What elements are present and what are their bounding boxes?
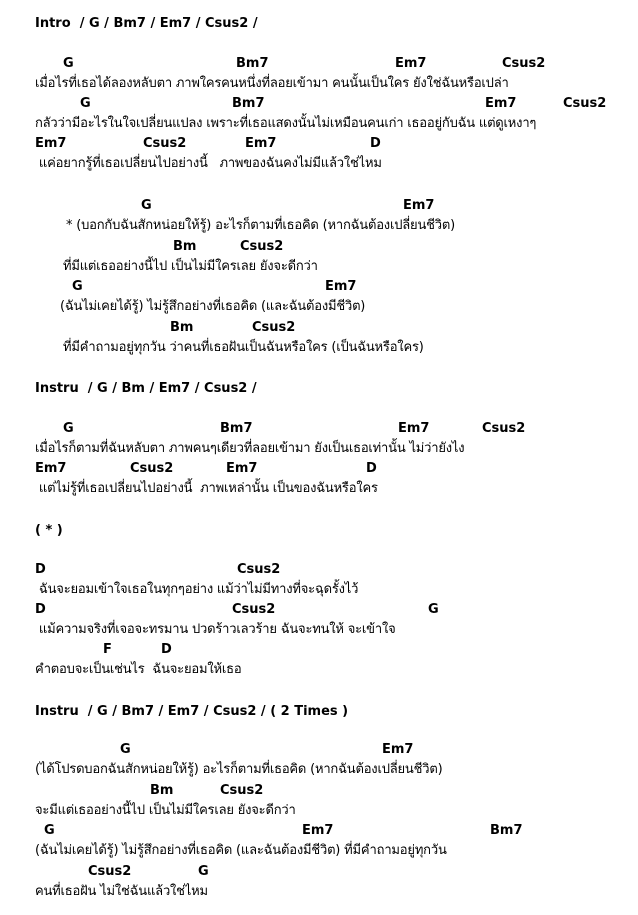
chord: Csus2 <box>143 136 187 151</box>
lyric: กลัวว่ามีอะไรในใจเปลี่ยนแปลง เพราะที่เธอแสดงนั้นไม่เหมือนคนเก่า เธออยู่กับฉัน แต่ดูเหงาๆ <box>35 116 537 131</box>
lyric: ฉันจะยอมเข้าใจเธอในทุกๆอย่าง แม้ว่าไม่มีทางที่จะฉุดรั้งไว้ <box>35 582 359 597</box>
verse1-lyric-line-3 <box>0 154 638 174</box>
chord: Em7 <box>35 136 67 151</box>
chord: Bm <box>173 239 197 254</box>
lyric: แม้ความจริงที่เจอจะทรมาน ปวดร้าวเลวร้าย ฉันจะทนให้ จะเข้าใจ <box>35 622 396 637</box>
instru2-line <box>0 702 638 722</box>
outro-chord-line-4 <box>0 862 638 882</box>
verse2-lyric-line-1 <box>0 439 638 459</box>
lyric: คำตอบจะเป็นเช่นไร ฉันจะยอมให้เธอ <box>35 662 242 677</box>
chord: Em7 <box>226 461 258 476</box>
lyric: (ได้โปรดบอกฉันสักหน่อยให้รู้) อะไรก็ตามที่เธอคิด (หากฉันต้องเปลี่ยนชีวิต) <box>35 762 443 777</box>
chord: D <box>35 602 46 617</box>
instru2-label: Instru / G / Bm7 / Em7 / Csus2 / ( 2 Times ) <box>35 704 349 719</box>
chorus-lyric-line-4 <box>0 338 638 358</box>
chord: G <box>428 602 439 617</box>
chord: Bm <box>170 320 194 335</box>
verse1-chord-line-1 <box>0 54 638 74</box>
chord: Em7 <box>395 56 427 71</box>
instru1-line <box>0 379 638 399</box>
chord: Bm <box>150 783 174 798</box>
bridge-chord-line-2 <box>0 600 638 620</box>
chord: Csus2 <box>88 864 132 879</box>
chord: G <box>120 742 131 757</box>
lyric: * (บอกกับฉันสักหน่อยให้รู้) อะไรก็ตามที่เธอคิด (หากฉันต้องเปลี่ยนชีวิต) <box>66 218 455 233</box>
chord: D <box>161 642 172 657</box>
lyric: (ฉันไม่เคยได้รู้) ไม่รู้สึกอย่างที่เธอคิด (และฉันต้องมีชีวิต) ที่มีคำถามอยู่ทุกวัน <box>35 843 447 858</box>
chorus-lyric-line-3 <box>0 297 638 317</box>
chorus-chord-line-3 <box>0 277 638 297</box>
chorus-chord-line-2 <box>0 237 638 257</box>
verse1-chord-line-3 <box>0 134 638 154</box>
chord: Bm7 <box>220 421 253 436</box>
bridge-lyric-line-1 <box>0 580 638 600</box>
chorus-chord-line-4 <box>0 318 638 338</box>
bridge-lyric-line-3 <box>0 660 638 680</box>
outro-chord-line-1 <box>0 740 638 760</box>
verse1-lyric-line-1 <box>0 74 638 94</box>
chorus-lyric-line-2 <box>0 257 638 277</box>
chord: Em7 <box>325 279 357 294</box>
intro-label: Intro / G / Bm7 / Em7 / Csus2 / <box>35 16 258 31</box>
repeat-mark: ( * ) <box>35 523 63 538</box>
chord: Csus2 <box>482 421 526 436</box>
instru1-label: Instru / G / Bm / Em7 / Csus2 / <box>35 381 257 396</box>
chord: G <box>198 864 209 879</box>
chord: G <box>72 279 83 294</box>
chorus-chord-line-1 <box>0 196 638 216</box>
chord: F <box>103 642 112 657</box>
verse2-lyric-line-2 <box>0 479 638 499</box>
chord: Csus2 <box>252 320 296 335</box>
chord: Bm7 <box>232 96 265 111</box>
lyric: แต่ไม่รู้ที่เธอเปลี่ยนไปอย่างนี้ ภาพเหล่านั้น เป็นของฉันหรือใคร <box>35 481 378 496</box>
lyric: แค่อยากรู้ที่เธอเปลี่ยนไปอย่างนี้ ภาพของฉันคงไม่มีแล้วใช่ไหม <box>35 156 382 171</box>
chord: Bm7 <box>490 823 523 838</box>
outro-chord-line-2 <box>0 781 638 801</box>
lyric: เมื่อไรก็ตามที่ฉันหลับตา ภาพคนๆเดียวที่ลอยเข้ามา ยังเป็นเธอเท่านั้น ไม่ว่ายังไง <box>35 441 465 456</box>
lyric: (ฉันไม่เคยได้รู้) ไม่รู้สึกอย่างที่เธอคิด (และฉันต้องมีชีวิต) <box>60 299 366 314</box>
outro-lyric-line-1 <box>0 760 638 780</box>
chord: Em7 <box>398 421 430 436</box>
lyric: ที่มีคำถามอยู่ทุกวัน ว่าคนที่เธอฝันเป็นฉันหรือใคร (เป็นฉันหรือใคร) <box>63 340 424 355</box>
chord: G <box>63 421 74 436</box>
chord: Em7 <box>382 742 414 757</box>
chord: Csus2 <box>237 562 281 577</box>
chord: Csus2 <box>130 461 174 476</box>
chord: Csus2 <box>220 783 264 798</box>
outro-lyric-line-4 <box>0 882 638 902</box>
verse1-chord-line-2 <box>0 94 638 114</box>
chord: G <box>63 56 74 71</box>
outro-chord-line-3 <box>0 821 638 841</box>
chord: D <box>366 461 377 476</box>
chord: Bm7 <box>236 56 269 71</box>
chorus-lyric-line-1 <box>0 216 638 236</box>
chord: Csus2 <box>240 239 284 254</box>
chord: G <box>141 198 152 213</box>
repeat-mark-line <box>0 521 638 541</box>
lyric: ที่มีแต่เธออย่างนี้ไป เป็นไม่มีใครเลย ยังจะดีกว่า <box>63 259 318 274</box>
bridge-chord-line-3 <box>0 640 638 660</box>
intro-line <box>0 14 638 34</box>
lyric: เมื่อไรที่เธอได้ลองหลับตา ภาพใครคนหนึ่งที่ลอยเข้ามา คนนั้นเป็นใคร ยังใช่ฉันหรือเปล่า <box>35 76 509 91</box>
outro-lyric-line-3 <box>0 841 638 861</box>
chord: Csus2 <box>563 96 607 111</box>
chord: Csus2 <box>232 602 276 617</box>
outro-lyric-line-2 <box>0 801 638 821</box>
lyric: คนที่เธอฝัน ไม่ใช่ฉันแล้วใช่ไหม <box>35 884 208 899</box>
chord: Em7 <box>403 198 435 213</box>
verse1-lyric-line-2 <box>0 114 638 134</box>
chord: D <box>370 136 381 151</box>
chord: Em7 <box>245 136 277 151</box>
chord: D <box>35 562 46 577</box>
chord: G <box>44 823 55 838</box>
verse2-chord-line-2 <box>0 459 638 479</box>
chord: Em7 <box>302 823 334 838</box>
bridge-lyric-line-2 <box>0 620 638 640</box>
verse2-chord-line-1 <box>0 419 638 439</box>
chord: Em7 <box>35 461 67 476</box>
bridge-chord-line-1 <box>0 560 638 580</box>
chord: Csus2 <box>502 56 546 71</box>
lyric: จะมีแต่เธออย่างนี้ไป เป็นไม่มีใครเลย ยังจะดีกว่า <box>35 803 296 818</box>
chord: G <box>80 96 91 111</box>
chord: Em7 <box>485 96 517 111</box>
